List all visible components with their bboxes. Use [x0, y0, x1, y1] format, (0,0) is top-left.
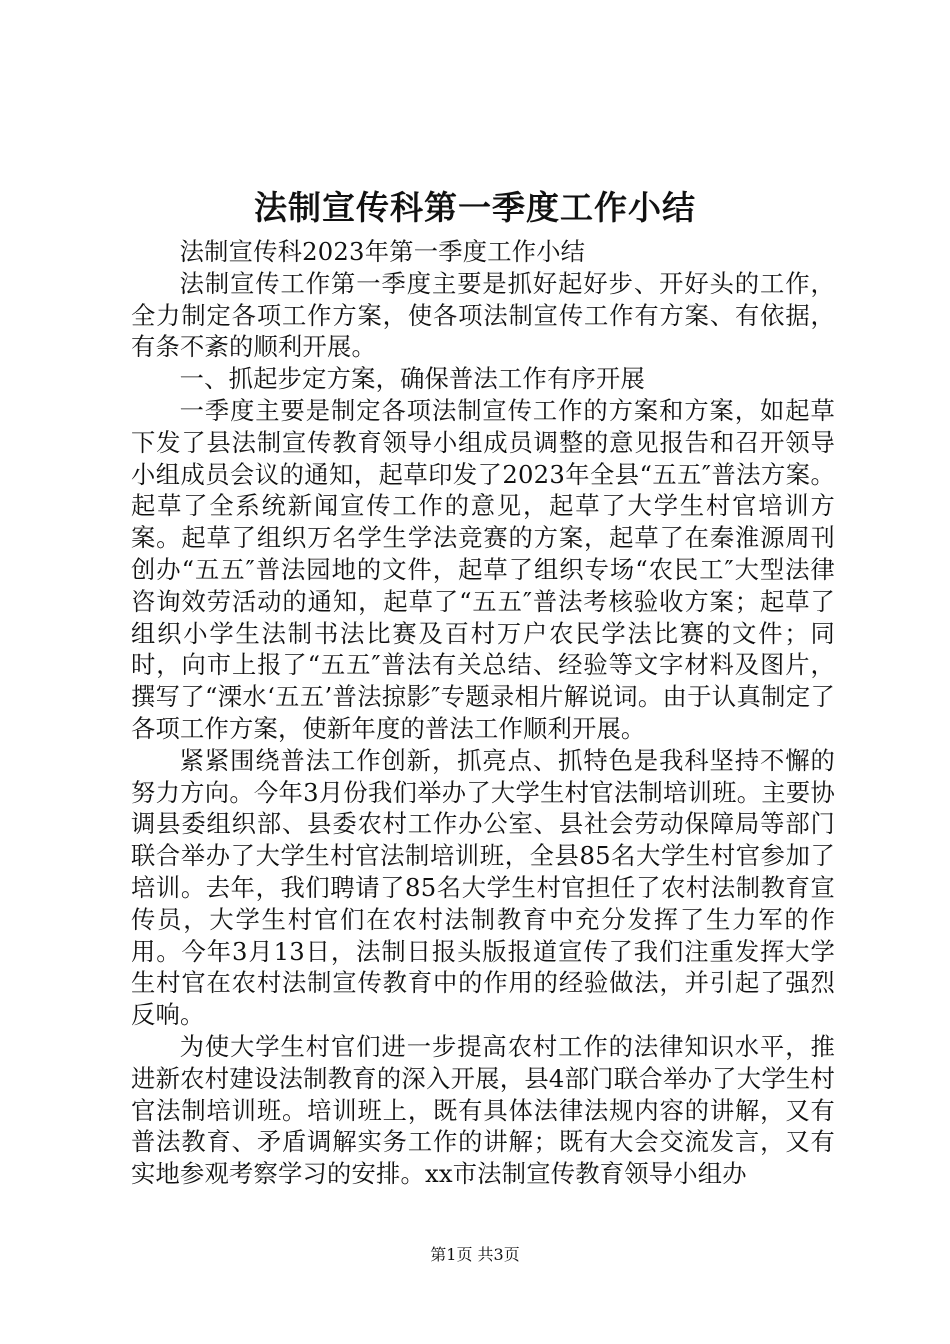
paragraph-training: 为使大学生村官们进一步提高农村工作的法律知识水平，推进新农村建设法制教育的深入开展，县4部门联合举办了大学生村官法制培训班。培训班上，既有具体法律法规内容的讲解，又有普法教育、矛盾调解实务工作的讲解；既有大会交流发言，又有实地参观考察学习的安排。xx市法制宣传教育领导小组办: [131, 1031, 835, 1189]
paragraph-plans: 一季度主要是制定各项法制宣传工作的方案和方案，如起草下发了县法制宣传教育领导小组成员调整的意见报告和召开领导小组成员会议的通知，起草印发了2023年全县“五五″普法方案。起草了全系统新闻宣传工作的意见，起草了大学生村官培训方案。起草了组织万名学生学法竞赛的方案，起草了在秦淮源周刊创办“五五″普法园地的文件，起草了组织专场“农民工″大型法律咨询效劳活动的通知，起草了“五五″普法考核验收方案；起草了组织小学生法制书法比赛及百村万户农民学法比赛的文件；同时，向市上报了“五五″普法有关总结、经验等文字材料及图片，撰写了“溧水‘五五’普法掠影″专题录相片解说词。由于认真制定了各项工作方案，使新年度的普法工作顺利开展。: [131, 395, 835, 743]
paragraph-innovation: 紧紧围绕普法工作创新，抓亮点、抓特色是我科坚持不懈的努力方向。今年3月份我们举办了大学生村官法制培训班。主要协调县委组织部、县委农村工作办公室、县社会劳动保障局等部门联合举办了大学生村官法制培训班，全县85名大学生村官参加了培训。去年，我们聘请了85名大学生村官担任了农村法制教育宣传员，大学生村官们在农村法制教育中充分发挥了生力军的作用。今年3月13日，法制日报头版报道宣传了我们注重发挥大学生村官在农村法制宣传教育中的作用的经验做法，并引起了强烈反响。: [131, 745, 835, 1030]
document-title: 法制宣传科第一季度工作小结: [254, 188, 696, 227]
page-footer: 第1页 共3页: [430, 1245, 520, 1264]
paragraph-subtitle: 法制宣传科2023年第一季度工作小结: [179, 237, 586, 266]
document-body: [131, 236, 835, 1190]
section-heading-1: 一、抓起步定方案，确保普法工作有序开展: [179, 364, 646, 394]
paragraph-intro: 法制宣传工作第一季度主要是抓好起好步、开好头的工作，全力制定各项工作方案，使各项法制宣传工作有方案、有依据，有条不紊的顺利开展。: [131, 268, 835, 362]
